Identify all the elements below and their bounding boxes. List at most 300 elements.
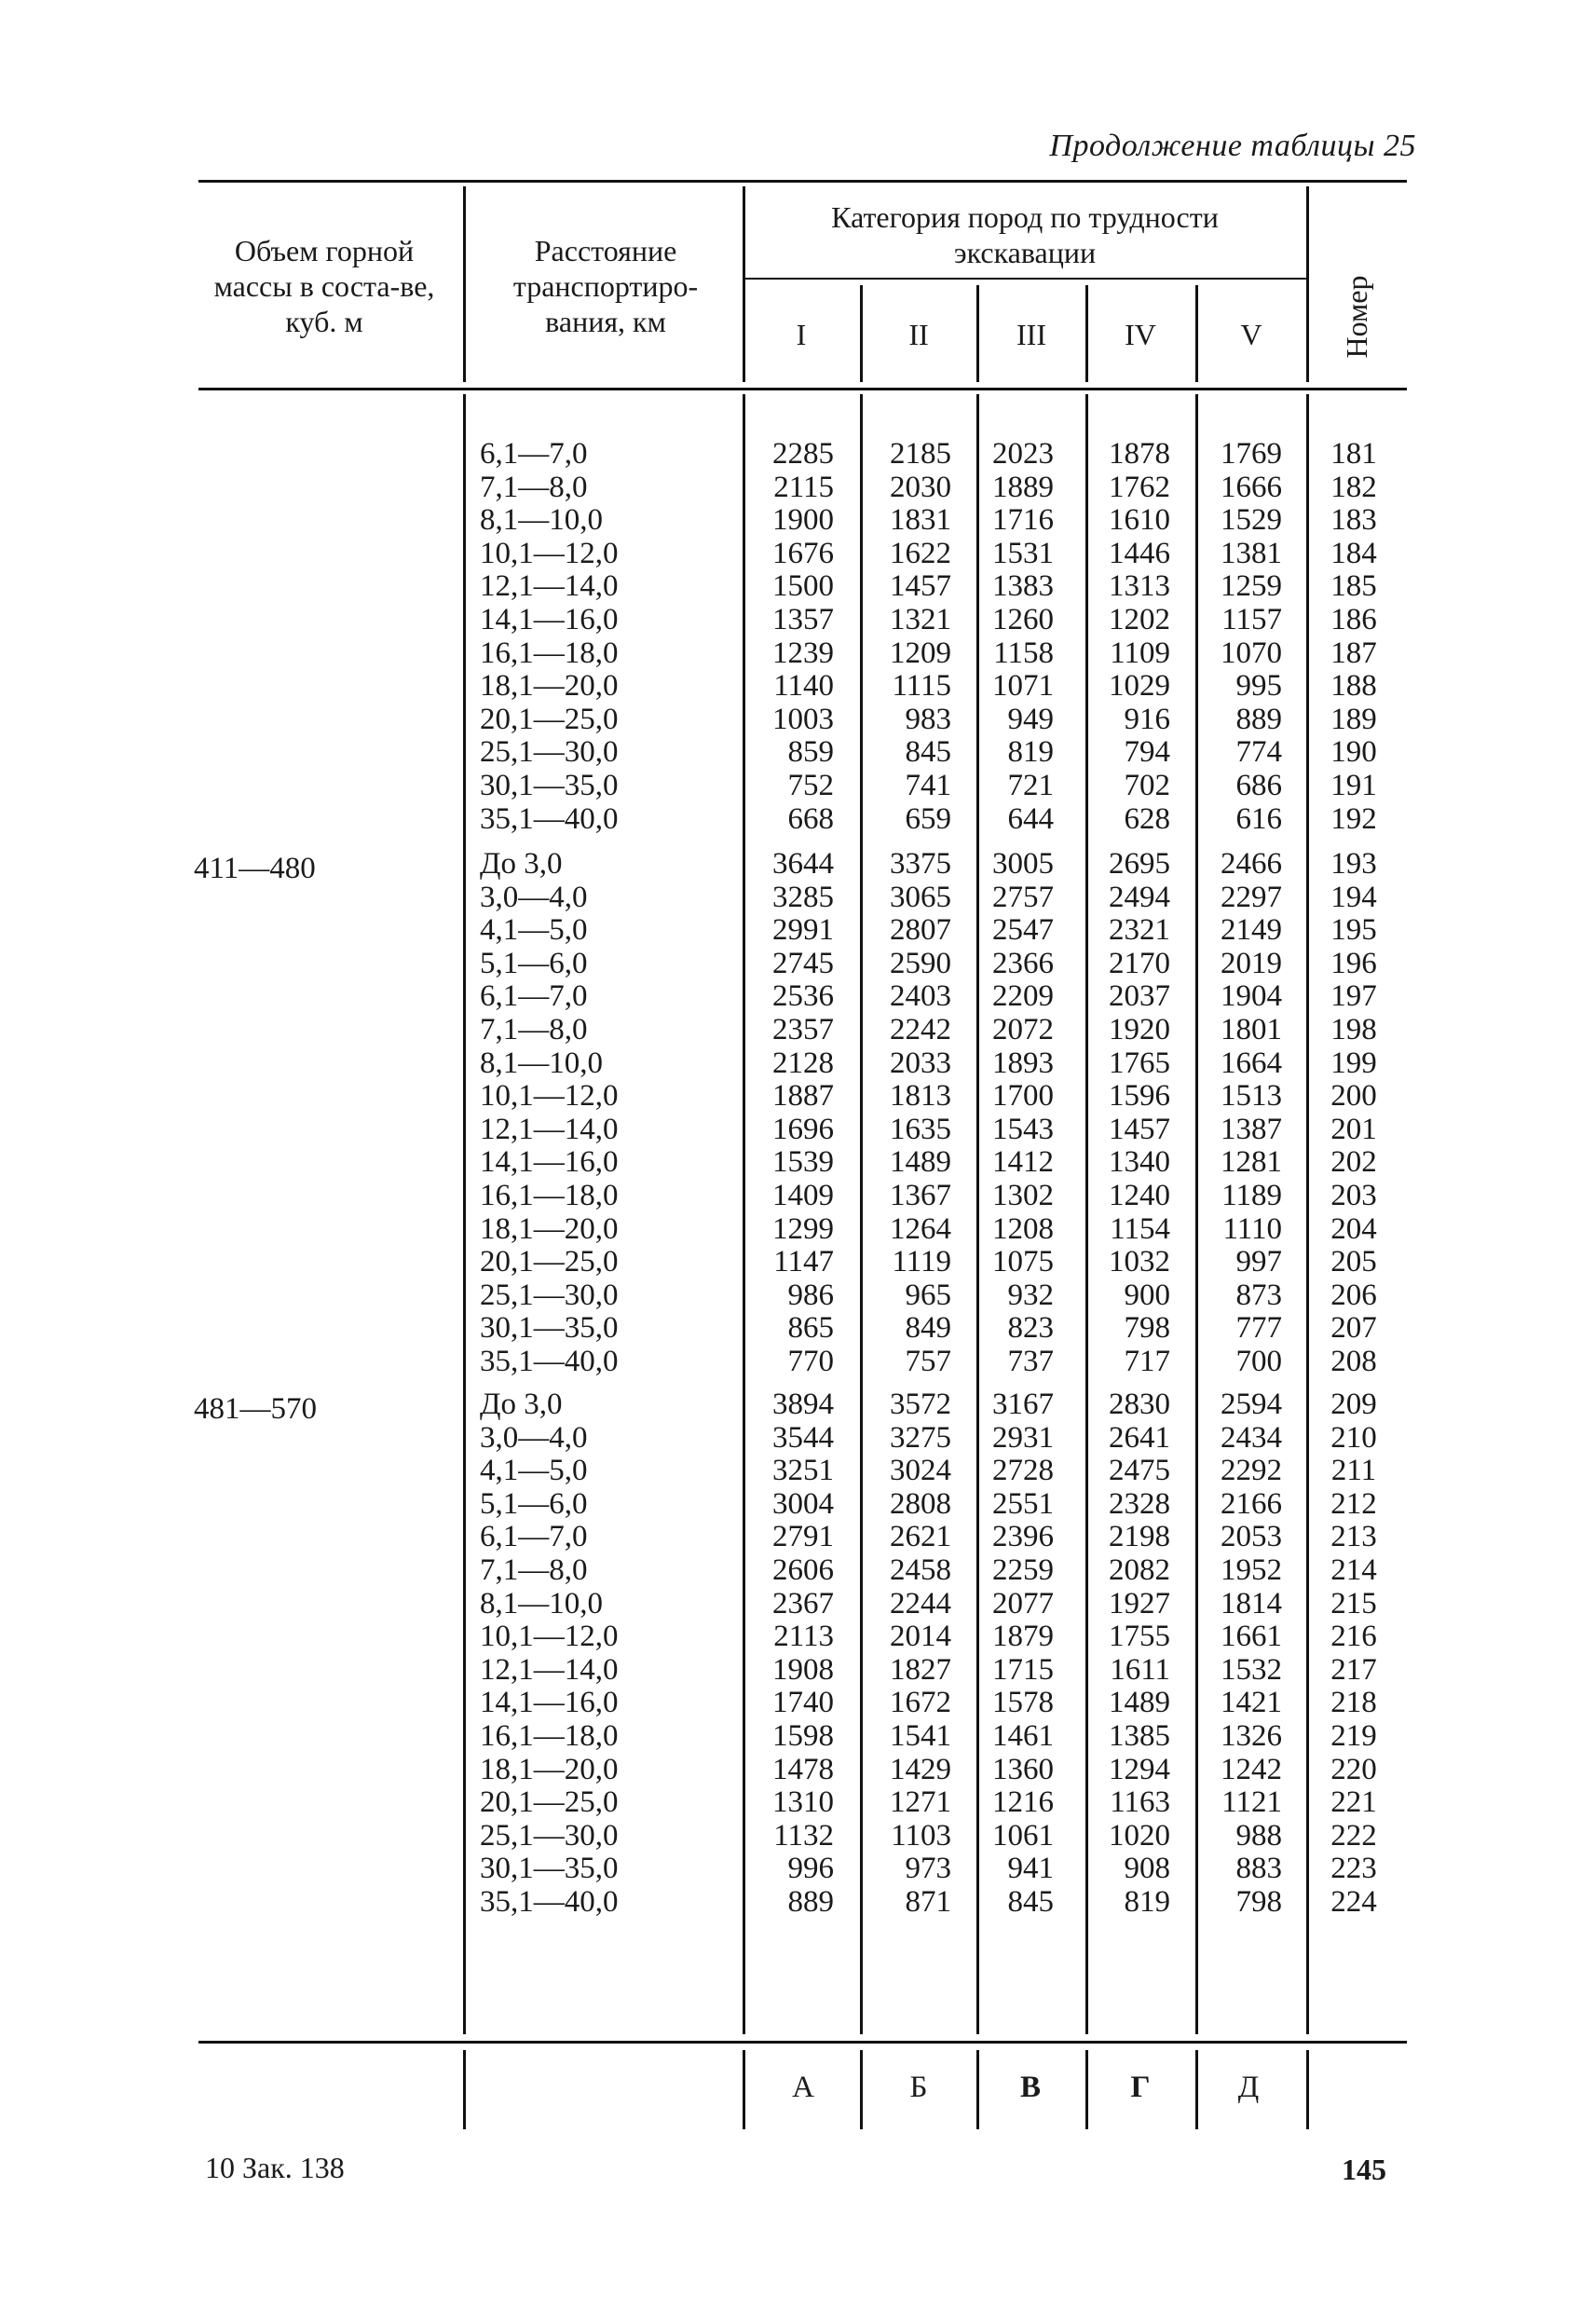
distance-cell: 6,1—7,0 <box>480 979 588 1014</box>
row-number-cell: 189 <box>1330 702 1377 736</box>
row-number-cell: 203 <box>1330 1178 1377 1212</box>
cat-I-cell: 3544 <box>772 1420 834 1455</box>
distance-cell: 10,1—12,0 <box>480 536 619 570</box>
row-number-cell: 220 <box>1330 1752 1377 1786</box>
distance-cell: 12,1—14,0 <box>480 1652 619 1687</box>
row-number-cell: 215 <box>1330 1586 1377 1620</box>
cat-V-cell: 1421 <box>1221 1686 1282 1720</box>
group1-cat-III-column <box>979 848 1054 1379</box>
cat-III-cell: 845 <box>1007 1884 1054 1919</box>
cat-I-cell: 986 <box>787 1278 834 1312</box>
cat-I-cell: 2113 <box>773 1620 834 1654</box>
distance-cell: 10,1—12,0 <box>480 1620 619 1654</box>
distance-cell: 25,1—30,0 <box>480 1818 619 1853</box>
cat-IV-cell: 1109 <box>1110 636 1170 670</box>
distance-cell: 20,1—25,0 <box>480 702 619 736</box>
cat-IV-cell: 1154 <box>1110 1211 1170 1246</box>
distance-cell: 14,1—16,0 <box>480 1145 619 1180</box>
cat-III-cell: 2209 <box>992 979 1054 1014</box>
row-number-cell: 182 <box>1330 470 1377 504</box>
cat-II-cell: 3275 <box>890 1420 951 1455</box>
cat-II-cell: 3572 <box>890 1388 951 1421</box>
cat-II-cell: 2458 <box>890 1552 951 1587</box>
col-divider-volume <box>463 186 466 382</box>
group2-cat-III-column <box>979 1388 1054 1920</box>
row-number-cell: 190 <box>1330 735 1377 770</box>
row-number-cell: 219 <box>1330 1718 1377 1753</box>
cat-IV-cell: 2328 <box>1109 1486 1170 1521</box>
cat-III-cell: 2072 <box>992 1012 1054 1046</box>
header-number: Номер <box>1340 275 1373 359</box>
cat-II-cell: 1813 <box>890 1079 951 1114</box>
cat-III-cell: 1716 <box>992 503 1054 538</box>
distance-cell: 3,0—4,0 <box>480 880 588 914</box>
cat-IV-cell: 1489 <box>1109 1686 1170 1720</box>
cat-II-cell: 1115 <box>892 669 951 704</box>
group0-cat-III-column <box>979 438 1054 836</box>
cat-I-cell: 2991 <box>772 913 834 948</box>
header-cat-III: III <box>1016 318 1046 351</box>
cat-IV-cell: 2082 <box>1109 1552 1170 1587</box>
footer-divider-distance <box>743 2050 745 2129</box>
cat-II-cell: 1622 <box>890 536 951 570</box>
cat-IV-cell: 1294 <box>1109 1752 1170 1786</box>
distance-cell: До 3,0 <box>480 1388 563 1421</box>
distance-cell: 16,1—18,0 <box>480 636 619 670</box>
cat-IV-cell: 2641 <box>1109 1420 1170 1455</box>
distance-cell: 10,1—12,0 <box>480 1079 619 1114</box>
cat-V-cell: 2149 <box>1221 913 1282 948</box>
distance-cell: 20,1—25,0 <box>480 1245 619 1279</box>
row-number-cell: 216 <box>1330 1620 1377 1654</box>
distance-cell: 16,1—18,0 <box>480 1178 619 1212</box>
cat-V-cell: 1532 <box>1221 1652 1282 1687</box>
cat-II-cell: 2621 <box>890 1520 951 1554</box>
distance-cell: 7,1—8,0 <box>480 470 588 504</box>
cat-II-cell: 3024 <box>890 1454 951 1488</box>
cat-II-cell: 2030 <box>890 470 951 504</box>
row-number-cell: 223 <box>1330 1852 1377 1886</box>
cat-I-cell: 2606 <box>772 1552 834 1587</box>
distance-cell: 18,1—20,0 <box>480 1752 619 1786</box>
group1-number-column <box>1312 848 1396 1379</box>
group0-cat-V-column <box>1198 438 1282 836</box>
distance-cell: 35,1—40,0 <box>480 801 619 836</box>
row-number-cell: 201 <box>1330 1112 1377 1146</box>
header-distance: Расстояние транспортиро-вания, км <box>512 234 699 338</box>
cat-II-cell: 2808 <box>890 1486 951 1521</box>
cat-V-cell: 1157 <box>1221 602 1282 636</box>
cat-I-cell: 2745 <box>772 946 834 980</box>
cat-V-cell: 2053 <box>1221 1520 1282 1554</box>
cat-V-cell: 1904 <box>1221 979 1282 1014</box>
cat-II-cell: 1209 <box>890 636 951 670</box>
continuation-title: Продолжение таблицы 25 <box>1049 129 1416 163</box>
group2-cat-IV-column <box>1088 1388 1170 1920</box>
cat-I-cell: 2285 <box>772 437 834 471</box>
footer-divider-I <box>860 2050 863 2129</box>
cat-V-cell: 2466 <box>1221 847 1282 881</box>
cat-III-cell: 1216 <box>992 1785 1054 1820</box>
cat-III-cell: 949 <box>1007 702 1054 736</box>
cat-V-cell: 1381 <box>1221 536 1282 570</box>
cat-II-cell: 983 <box>905 702 951 736</box>
cat-II-cell: 1119 <box>892 1245 951 1279</box>
cat-III-cell: 2757 <box>992 880 1054 914</box>
cat-I-cell: 1357 <box>772 602 834 636</box>
header-cat-I: I <box>796 318 807 351</box>
cat-II-cell: 1429 <box>890 1752 951 1786</box>
cat-I-cell: 996 <box>787 1852 834 1886</box>
cat-III-cell: 3167 <box>992 1388 1054 1421</box>
distance-cell: 25,1—30,0 <box>480 1278 619 1312</box>
cat-V-cell: 1661 <box>1221 1620 1282 1654</box>
distance-cell: 8,1—10,0 <box>480 1586 603 1620</box>
footer-divider-volume <box>463 2050 466 2129</box>
group2-cat-I-column <box>745 1388 834 1920</box>
cat-I-cell: 1299 <box>772 1211 834 1246</box>
cat-II-cell: 871 <box>905 1884 951 1919</box>
header-bottom-rule <box>198 388 1407 390</box>
cat-V-cell: 1801 <box>1221 1012 1282 1046</box>
cat-IV-cell: 2321 <box>1109 913 1170 948</box>
cat-IV-cell: 1240 <box>1109 1178 1170 1212</box>
cat-V-cell: 2019 <box>1221 946 1282 980</box>
distance-cell: 30,1—35,0 <box>480 1311 619 1346</box>
cat-V-cell: 1189 <box>1221 1178 1282 1212</box>
cat-III-cell: 1893 <box>992 1046 1054 1080</box>
cat-III-cell: 1302 <box>992 1178 1054 1212</box>
row-number-cell: 186 <box>1330 602 1377 636</box>
page-number: 145 <box>1342 2153 1386 2186</box>
cat-III-cell: 2396 <box>992 1520 1054 1554</box>
cat-V-cell: 2297 <box>1221 880 1282 914</box>
cat-I-cell: 752 <box>787 768 834 802</box>
cat-IV-cell: 2494 <box>1109 880 1170 914</box>
group0-cat-IV-column <box>1088 438 1170 836</box>
cat-I-cell: 770 <box>787 1344 834 1378</box>
cat-III-cell: 1061 <box>992 1818 1054 1853</box>
group0-distance-column <box>480 438 731 836</box>
cat-II-cell: 741 <box>905 768 951 802</box>
cat-I-cell: 1147 <box>773 1245 834 1279</box>
cat-II-cell: 965 <box>905 1278 951 1312</box>
cat-IV-cell: 819 <box>1124 1884 1170 1919</box>
cat-II-cell: 845 <box>905 735 951 770</box>
cat-III-cell: 819 <box>1007 735 1054 770</box>
cat-IV-cell: 1202 <box>1109 602 1170 636</box>
row-number-cell: 211 <box>1330 1454 1377 1488</box>
footer-divider-II <box>976 2050 979 2129</box>
cat-III-cell: 932 <box>1007 1278 1054 1312</box>
cat-IV-cell: 1927 <box>1109 1586 1170 1620</box>
cat-II-cell: 1321 <box>890 602 951 636</box>
cat-IV-cell: 1029 <box>1109 669 1170 704</box>
header-cat-V: V <box>1240 318 1262 351</box>
distance-cell: 18,1—20,0 <box>480 1211 619 1246</box>
cat-II-cell: 1457 <box>890 569 951 604</box>
cat-III-cell: 1360 <box>992 1752 1054 1786</box>
group2-cat-V-column <box>1198 1388 1282 1920</box>
cat-IV-cell: 2170 <box>1109 946 1170 980</box>
cat-II-cell: 1541 <box>890 1718 951 1753</box>
cat-III-cell: 1071 <box>992 669 1054 704</box>
table-bottom-rule <box>198 2041 1407 2044</box>
distance-cell: 8,1—10,0 <box>480 503 603 538</box>
cat-I-cell: 2791 <box>772 1520 834 1554</box>
cat-V-cell: 997 <box>1235 1245 1282 1279</box>
cat-I-cell: 1478 <box>772 1752 834 1786</box>
header-category: Категория пород по трудности экскавации <box>831 200 1219 269</box>
distance-cell: До 3,0 <box>480 847 563 881</box>
cat-V-cell: 873 <box>1235 1278 1282 1312</box>
cat-IV-cell: 1611 <box>1110 1652 1170 1687</box>
cat-II-cell: 1103 <box>891 1818 951 1853</box>
distance-cell: 14,1—16,0 <box>480 602 619 636</box>
footer-letter-d: Д <box>1237 2071 1260 2104</box>
distance-cell: 5,1—6,0 <box>480 1486 588 1521</box>
row-number-cell: 212 <box>1330 1486 1377 1521</box>
cat-V-cell: 1387 <box>1221 1112 1282 1146</box>
cat-III-cell: 1461 <box>992 1718 1054 1753</box>
body-divider-volume <box>463 394 466 2034</box>
row-number-cell: 224 <box>1330 1884 1377 1919</box>
cat-V-cell: 700 <box>1235 1344 1282 1378</box>
group1-cat-IV-column <box>1088 848 1170 1379</box>
cat-II-cell: 2242 <box>890 1012 951 1046</box>
cat-III-cell: 2259 <box>992 1552 1054 1587</box>
distance-cell: 8,1—10,0 <box>480 1046 603 1080</box>
footer-divider-V <box>1306 2050 1309 2129</box>
row-number-cell: 200 <box>1330 1079 1377 1114</box>
cat-II-cell: 1264 <box>890 1211 951 1246</box>
row-number-cell: 181 <box>1330 437 1377 471</box>
cat-V-cell: 1769 <box>1221 437 1282 471</box>
cat-III-cell: 737 <box>1007 1344 1054 1378</box>
row-number-cell: 214 <box>1330 1552 1377 1587</box>
cat-IV-cell: 900 <box>1124 1278 1170 1312</box>
cat-III-cell: 2551 <box>992 1486 1054 1521</box>
cat-II-cell: 1367 <box>890 1178 951 1212</box>
footer-letter-b: Б <box>909 2071 928 2104</box>
row-number-cell: 192 <box>1330 801 1377 836</box>
distance-cell: 5,1—6,0 <box>480 946 588 980</box>
cat-IV-cell: 798 <box>1124 1311 1170 1346</box>
cat-V-cell: 995 <box>1235 669 1282 704</box>
cat-I-cell: 1887 <box>772 1079 834 1114</box>
cat-III-cell: 2547 <box>992 913 1054 948</box>
cat-I-cell: 859 <box>787 735 834 770</box>
cat-V-cell: 774 <box>1235 735 1282 770</box>
cat-V-cell: 1121 <box>1221 1785 1282 1820</box>
cat-V-cell: 1281 <box>1221 1145 1282 1180</box>
row-number-cell: 210 <box>1330 1420 1377 1455</box>
cat-IV-cell: 908 <box>1124 1852 1170 1886</box>
cat-III-cell: 1383 <box>992 569 1054 604</box>
cat-III-cell: 3005 <box>992 847 1054 881</box>
cat-IV-cell: 1610 <box>1109 503 1170 538</box>
cat-III-cell: 1158 <box>993 636 1054 670</box>
cat-IV-cell: 717 <box>1124 1344 1170 1378</box>
cat-I-cell: 1003 <box>772 702 834 736</box>
footer-divider-III <box>1085 2050 1088 2129</box>
cat-II-cell: 1827 <box>890 1652 951 1687</box>
cat-II-cell: 1672 <box>890 1686 951 1720</box>
cat-IV-cell: 1457 <box>1109 1112 1170 1146</box>
cat-III-cell: 721 <box>1007 768 1054 802</box>
cat-IV-cell: 628 <box>1124 801 1170 836</box>
cat-IV-cell: 1032 <box>1109 1245 1170 1279</box>
distance-cell: 3,0—4,0 <box>480 1420 588 1455</box>
cat-IV-cell: 1340 <box>1109 1145 1170 1180</box>
cat-IV-cell: 2695 <box>1109 847 1170 881</box>
cat-V-cell: 616 <box>1235 801 1282 836</box>
cat-IV-cell: 1755 <box>1109 1620 1170 1654</box>
row-number-cell: 202 <box>1330 1145 1377 1180</box>
cat-II-cell: 1831 <box>890 503 951 538</box>
cat-I-cell: 2536 <box>772 979 834 1014</box>
cat-V-cell: 686 <box>1235 768 1282 802</box>
cat-II-cell: 2014 <box>890 1620 951 1654</box>
cat-IV-cell: 2475 <box>1109 1454 1170 1488</box>
row-number-cell: 193 <box>1330 847 1377 881</box>
cat-V-cell: 798 <box>1235 1884 1282 1919</box>
distance-cell: 20,1—25,0 <box>480 1785 619 1820</box>
distance-cell: 35,1—40,0 <box>480 1884 619 1919</box>
cat-I-cell: 668 <box>787 801 834 836</box>
cat-III-cell: 2931 <box>992 1420 1054 1455</box>
distance-cell: 18,1—20,0 <box>480 669 619 704</box>
row-number-cell: 196 <box>1330 946 1377 980</box>
cat-II-cell: 659 <box>905 801 951 836</box>
cat-V-cell: 1242 <box>1221 1752 1282 1786</box>
cat-III-cell: 823 <box>1007 1311 1054 1346</box>
cat-III-cell: 2728 <box>992 1454 1054 1488</box>
distance-cell: 14,1—16,0 <box>480 1686 619 1720</box>
row-number-cell: 184 <box>1330 536 1377 570</box>
group0-cat-I-column <box>745 438 834 836</box>
body-divider-V <box>1306 394 1309 2034</box>
group1-cat-V-column <box>1198 848 1282 1379</box>
distance-cell: 7,1—8,0 <box>480 1012 588 1046</box>
cat-I-cell: 889 <box>787 1884 834 1919</box>
cat-III-cell: 1531 <box>992 536 1054 570</box>
row-number-cell: 194 <box>1330 880 1377 914</box>
cat-V-cell: 1664 <box>1221 1046 1282 1080</box>
cat-I-cell: 3644 <box>772 847 834 881</box>
cat-I-cell: 3894 <box>772 1388 834 1421</box>
cat-IV-cell: 1765 <box>1109 1046 1170 1080</box>
cat-I-cell: 3004 <box>772 1486 834 1521</box>
row-number-cell: 222 <box>1330 1818 1377 1853</box>
footer-letter-v: В <box>1019 2071 1041 2104</box>
cat-III-cell: 1879 <box>992 1620 1054 1654</box>
cat-I-cell: 865 <box>787 1311 834 1346</box>
row-number-cell: 195 <box>1330 913 1377 948</box>
cat-IV-cell: 2830 <box>1109 1388 1170 1421</box>
cat-I-cell: 1132 <box>773 1818 834 1853</box>
distance-cell: 7,1—8,0 <box>480 1552 588 1587</box>
row-number-cell: 221 <box>1330 1785 1377 1820</box>
cat-I-cell: 1310 <box>772 1785 834 1820</box>
cat-V-cell: 2292 <box>1221 1454 1282 1488</box>
cat-I-cell: 2367 <box>772 1586 834 1620</box>
cat-I-cell: 1140 <box>773 669 834 704</box>
cat-IV-cell: 1920 <box>1109 1012 1170 1046</box>
table-top-rule <box>198 180 1407 183</box>
cat-III-cell: 2077 <box>992 1586 1054 1620</box>
cat-I-cell: 3251 <box>772 1454 834 1488</box>
cat-IV-cell: 1762 <box>1109 470 1170 504</box>
col-divider-V <box>1306 186 1309 382</box>
cat-IV-cell: 916 <box>1124 702 1170 736</box>
cat-III-cell: 2023 <box>992 437 1054 471</box>
distance-cell: 4,1—5,0 <box>480 913 588 948</box>
cat-V-cell: 889 <box>1235 702 1282 736</box>
group-label-411-480: 411—480 <box>194 852 316 885</box>
cat-V-cell: 2594 <box>1221 1388 1282 1421</box>
cat-V-cell: 777 <box>1235 1311 1282 1346</box>
cat-III-cell: 1208 <box>992 1211 1054 1246</box>
cat-III-cell: 1412 <box>992 1145 1054 1180</box>
cat-IV-cell: 1878 <box>1109 437 1170 471</box>
distance-cell: 6,1—7,0 <box>480 1520 588 1554</box>
cat-I-cell: 1500 <box>772 569 834 604</box>
cat-I-cell: 1239 <box>772 636 834 670</box>
cat-II-cell: 2403 <box>890 979 951 1014</box>
cat-III-cell: 941 <box>1007 1852 1054 1886</box>
distance-cell: 4,1—5,0 <box>480 1454 588 1488</box>
group1-distance-column <box>480 848 731 1379</box>
cat-II-cell: 849 <box>905 1311 951 1346</box>
cat-V-cell: 1326 <box>1221 1718 1282 1753</box>
row-number-cell: 213 <box>1330 1520 1377 1554</box>
cat-IV-cell: 2037 <box>1109 979 1170 1014</box>
distance-cell: 16,1—18,0 <box>480 1718 619 1753</box>
distance-cell: 35,1—40,0 <box>480 1344 619 1378</box>
cat-V-cell: 1513 <box>1221 1079 1282 1114</box>
row-number-cell: 197 <box>1330 979 1377 1014</box>
cat-I-cell: 1900 <box>772 503 834 538</box>
row-number-cell: 207 <box>1330 1311 1377 1346</box>
col-divider-distance <box>743 186 745 382</box>
cat-III-cell: 1700 <box>992 1079 1054 1114</box>
cat-II-cell: 1271 <box>890 1785 951 1820</box>
group2-distance-column <box>480 1388 731 1920</box>
cat-V-cell: 883 <box>1235 1852 1282 1886</box>
cat-III-cell: 1578 <box>992 1686 1054 1720</box>
distance-cell: 12,1—14,0 <box>480 569 619 604</box>
cat-III-cell: 644 <box>1007 801 1054 836</box>
row-number-cell: 183 <box>1330 503 1377 538</box>
cat-II-cell: 1489 <box>890 1145 951 1180</box>
cat-I-cell: 1908 <box>772 1652 834 1687</box>
cat-III-cell: 1543 <box>992 1112 1054 1146</box>
cat-IV-cell: 702 <box>1124 768 1170 802</box>
cat-I-cell: 2357 <box>772 1012 834 1046</box>
group0-cat-II-column <box>863 438 951 836</box>
cat-V-cell: 1259 <box>1221 569 1282 604</box>
cat-V-cell: 1070 <box>1221 636 1282 670</box>
group1-cat-II-column <box>863 848 951 1379</box>
cat-V-cell: 1952 <box>1221 1552 1282 1587</box>
cat-II-cell: 757 <box>905 1344 951 1378</box>
distance-cell: 30,1—35,0 <box>480 768 619 802</box>
cat-V-cell: 988 <box>1235 1818 1282 1853</box>
row-number-cell: 185 <box>1330 569 1377 604</box>
row-number-cell: 187 <box>1330 636 1377 670</box>
cat-I-cell: 3285 <box>772 880 834 914</box>
